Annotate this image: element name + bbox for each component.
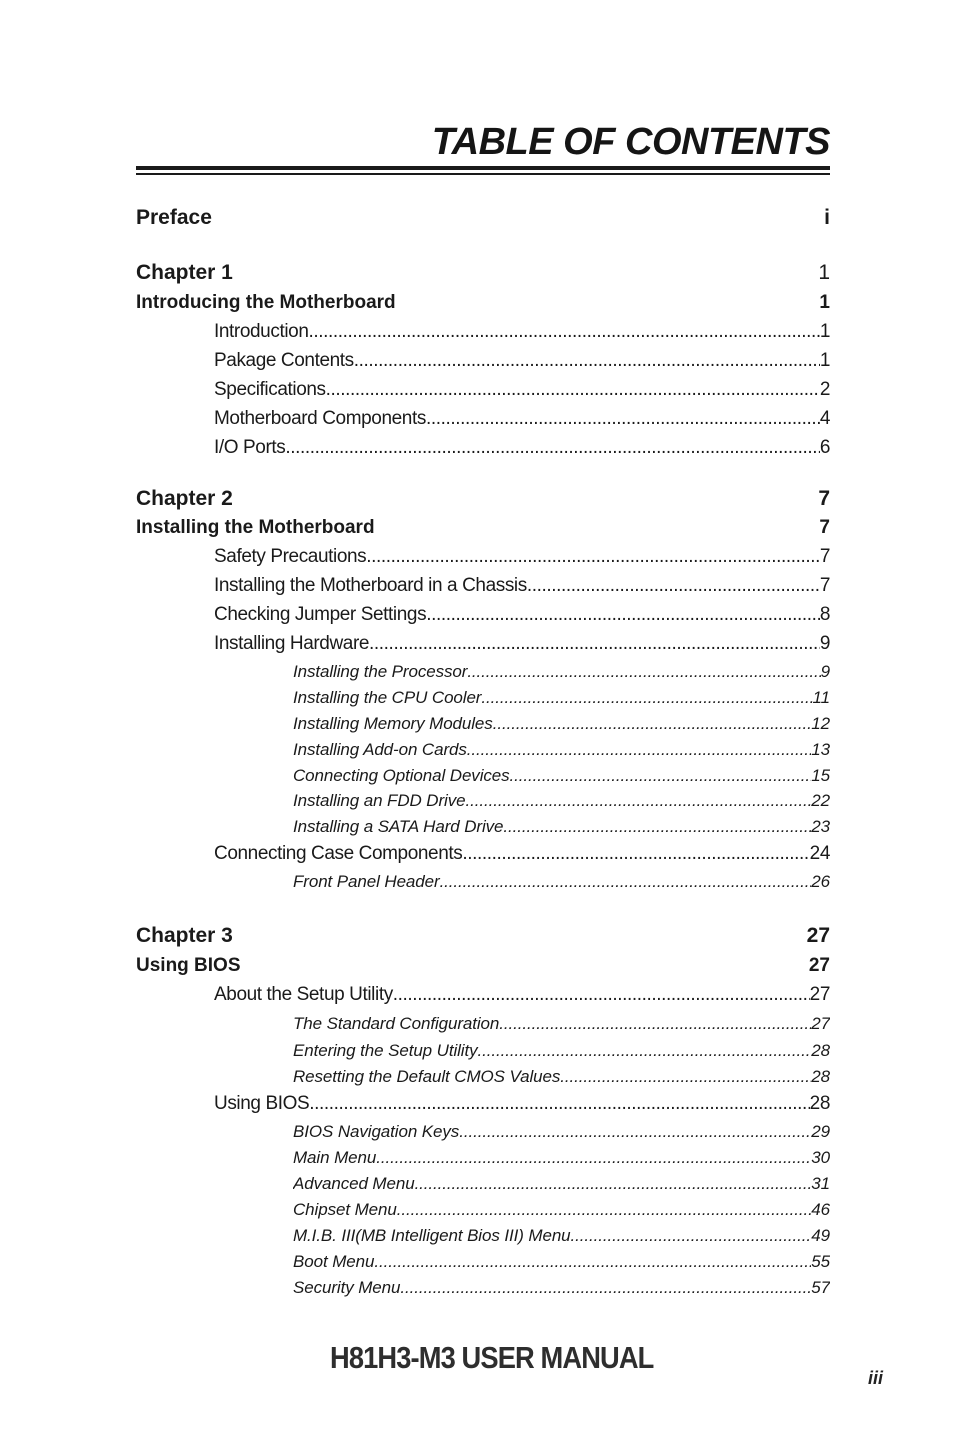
toc-subentry-page: 13 — [811, 740, 830, 759]
toc-entry-page: 1 — [819, 321, 830, 342]
dot-leader — [376, 1147, 811, 1169]
toc-chapter-1-section[interactable] — [136, 290, 830, 316]
toc-subentry[interactable] — [293, 1199, 830, 1221]
section-page: 1 — [819, 292, 830, 313]
toc-subentry-page: 49 — [811, 1226, 830, 1245]
dot-leader — [499, 1013, 811, 1035]
toc-subentry-page: 11 — [812, 688, 830, 707]
toc-subentry-label: M.I.B. III(MB Intelligent Bios III) Menu — [293, 1226, 571, 1245]
dot-leader — [493, 713, 812, 735]
toc-subentry[interactable] — [293, 790, 830, 812]
toc-subentry[interactable] — [293, 871, 830, 893]
toc-entry-page: 9 — [819, 633, 830, 654]
toc-subentry-label: Installing an FDD Drive — [293, 791, 466, 810]
section-page: 7 — [819, 517, 830, 538]
toc-subentry-page: 9 — [820, 662, 830, 681]
dot-leader — [415, 1173, 812, 1195]
toc-subentry-page: 12 — [811, 714, 830, 733]
dot-leader — [571, 1225, 812, 1247]
toc-entry-label: Using BIOS — [214, 1093, 310, 1114]
toc-entry[interactable] — [214, 544, 830, 570]
dot-leader — [462, 841, 809, 867]
toc-chapter-3-heading[interactable] — [136, 922, 830, 950]
toc-subentry[interactable] — [293, 1121, 830, 1143]
toc-subentry-label: The Standard Configuration — [293, 1014, 500, 1033]
toc-entry[interactable] — [214, 348, 830, 374]
toc-subentry-label: Resetting the Default CMOS Values — [293, 1067, 561, 1086]
toc-subentry-label: BIOS Navigation Keys — [293, 1122, 460, 1141]
chapter-page: 1 — [818, 261, 830, 284]
toc-entry[interactable] — [214, 319, 830, 345]
toc-subentry-label: Advanced Menu — [293, 1174, 415, 1193]
toc-preface-label: Preface — [136, 206, 212, 229]
toc-entry-label: Specifications — [214, 379, 326, 400]
toc-subentry-label: Installing the Processor — [293, 662, 468, 681]
toc-subentry-page: 26 — [811, 872, 830, 891]
title-rule-thin — [136, 173, 830, 175]
section-title: Installing the Motherboard — [136, 517, 375, 538]
dot-leader — [400, 1277, 811, 1299]
toc-entry[interactable] — [214, 602, 830, 628]
toc-subentry-page: 31 — [811, 1174, 830, 1193]
dot-leader — [326, 377, 820, 403]
toc-entry-label: About the Setup Utility — [214, 984, 393, 1005]
toc-subentry-label: Boot Menu — [293, 1252, 375, 1271]
dot-leader — [366, 544, 820, 570]
dot-leader — [309, 1091, 809, 1117]
toc-preface-page: i — [824, 206, 830, 229]
chapter-heading: Chapter 3 — [136, 924, 233, 947]
toc-subentry-page: 55 — [811, 1252, 830, 1271]
dot-leader — [426, 406, 820, 432]
section-page: 27 — [808, 955, 830, 976]
section-title: Using BIOS — [136, 955, 241, 976]
toc-subentry[interactable] — [293, 1251, 830, 1273]
toc-entry-page: 24 — [809, 843, 830, 864]
footer-page-number: iii — [868, 1368, 884, 1388]
dot-leader — [459, 1121, 811, 1143]
toc-entry[interactable] — [214, 1091, 830, 1117]
dot-leader — [467, 739, 812, 761]
toc-entry-page: 7 — [819, 546, 830, 567]
section-title: Introducing the Motherboard — [136, 292, 396, 313]
toc-subentry[interactable] — [293, 687, 830, 709]
dot-leader — [478, 1040, 812, 1062]
toc-subentry-page: 28 — [811, 1067, 830, 1086]
toc-chapter-1-heading[interactable] — [136, 259, 830, 287]
toc-subentry-label: Main Menu — [293, 1148, 377, 1167]
toc-entry-page: 27 — [809, 984, 830, 1005]
dot-leader — [527, 573, 820, 599]
toc-subentry-page: 23 — [811, 817, 830, 836]
toc-subentry-label: Installing Memory Modules — [293, 714, 493, 733]
dot-leader — [369, 631, 820, 657]
toc-entry-page: 1 — [819, 350, 830, 371]
chapter-page: 27 — [806, 924, 830, 947]
toc-entry-page: 4 — [819, 408, 830, 429]
toc-entry-page: 6 — [819, 437, 830, 458]
toc-entry-page: 2 — [819, 379, 830, 400]
toc-entry[interactable] — [214, 573, 830, 599]
toc-subentry-page: 27 — [811, 1014, 830, 1033]
toc-subentry[interactable] — [293, 1173, 830, 1195]
toc-entry[interactable] — [214, 435, 830, 461]
toc-subentry-page: 15 — [811, 766, 830, 785]
toc-subentry[interactable] — [293, 765, 830, 787]
toc-chapter-2-heading[interactable] — [136, 485, 830, 513]
toc-subentry-label: Connecting Optional Devices — [293, 766, 510, 785]
dot-leader — [397, 1199, 812, 1221]
toc-subentry-page: 46 — [811, 1200, 830, 1219]
toc-entry-label: Installing Hardware — [214, 633, 370, 654]
toc-subentry[interactable] — [293, 1013, 830, 1035]
toc-subentry[interactable] — [293, 816, 830, 838]
toc-subentry-label: Security Menu — [293, 1278, 401, 1297]
toc-subentry-page: 22 — [811, 791, 830, 810]
toc-entry-label: Safety Precautions — [214, 546, 367, 567]
dot-leader — [481, 687, 812, 709]
chapter-heading: Chapter 2 — [136, 487, 233, 510]
toc-subentry[interactable] — [293, 1225, 830, 1247]
toc-preface[interactable] — [136, 204, 830, 232]
toc-entry-label: Introduction — [214, 321, 309, 342]
toc-subentry-label: Installing Add-on Cards — [293, 740, 467, 759]
toc-subentry-label: Front Panel Header — [293, 872, 440, 891]
toc-subentry-label: Installing the CPU Cooler — [293, 688, 482, 707]
toc-chapter-3-section[interactable] — [136, 953, 830, 979]
toc-entry[interactable] — [214, 982, 830, 1008]
dot-leader — [309, 319, 820, 345]
dot-leader — [374, 1251, 811, 1273]
dot-leader — [560, 1066, 811, 1088]
dot-leader — [426, 602, 820, 628]
toc-entry-label: Pakage Contents — [214, 350, 354, 371]
toc-subentry[interactable] — [293, 713, 830, 735]
footer-manual-name: H81H3-M3 USER MANUAL — [330, 1340, 654, 1375]
toc-entry[interactable] — [214, 406, 830, 432]
toc-subentry-page: 28 — [811, 1041, 830, 1060]
toc-entry-page: 28 — [809, 1093, 830, 1114]
toc-subentry[interactable] — [293, 1147, 830, 1169]
dot-leader — [440, 871, 812, 893]
dot-leader — [285, 435, 819, 461]
chapter-page: 7 — [818, 487, 830, 510]
toc-subentry-page: 57 — [811, 1278, 830, 1297]
toc-subentry-page: 30 — [811, 1148, 830, 1167]
dot-leader — [467, 661, 820, 683]
dot-leader — [503, 816, 811, 838]
toc-subentry-label: Entering the Setup Utility — [293, 1041, 478, 1060]
toc-subentry-label: Chipset Menu — [293, 1200, 397, 1219]
toc-subentry-label: Installing a SATA Hard Drive — [293, 817, 504, 836]
dot-leader — [465, 790, 811, 812]
toc-entry-label: I/O Ports — [214, 437, 286, 458]
toc-entry[interactable] — [214, 841, 830, 867]
toc-entry-label: Connecting Case Components — [214, 843, 463, 864]
title-rule-thick — [136, 166, 830, 170]
dot-leader — [393, 982, 810, 1008]
toc-entry[interactable] — [214, 377, 830, 403]
page-title: TABLE OF CONTENTS — [431, 121, 830, 163]
toc-subentry-page: 29 — [811, 1122, 830, 1141]
dot-leader — [510, 765, 812, 787]
toc-entry-label: Motherboard Components — [214, 408, 426, 429]
toc-entry-label: Checking Jumper Settings — [214, 604, 427, 625]
toc-subentry[interactable] — [293, 739, 830, 761]
toc-subentry[interactable] — [293, 1040, 830, 1062]
toc-subentry[interactable] — [293, 1277, 830, 1299]
toc-entry-page: 7 — [819, 575, 830, 596]
toc-entry-page: 8 — [819, 604, 830, 625]
toc-chapter-2-section[interactable] — [136, 515, 830, 541]
toc-subentry[interactable] — [293, 1066, 830, 1088]
toc-subentry[interactable] — [293, 661, 830, 683]
dot-leader — [354, 348, 820, 374]
chapter-heading: Chapter 1 — [136, 261, 233, 284]
toc-entry[interactable] — [214, 631, 830, 657]
toc-entry-label: Installing the Motherboard in a Chassis — [214, 575, 527, 596]
